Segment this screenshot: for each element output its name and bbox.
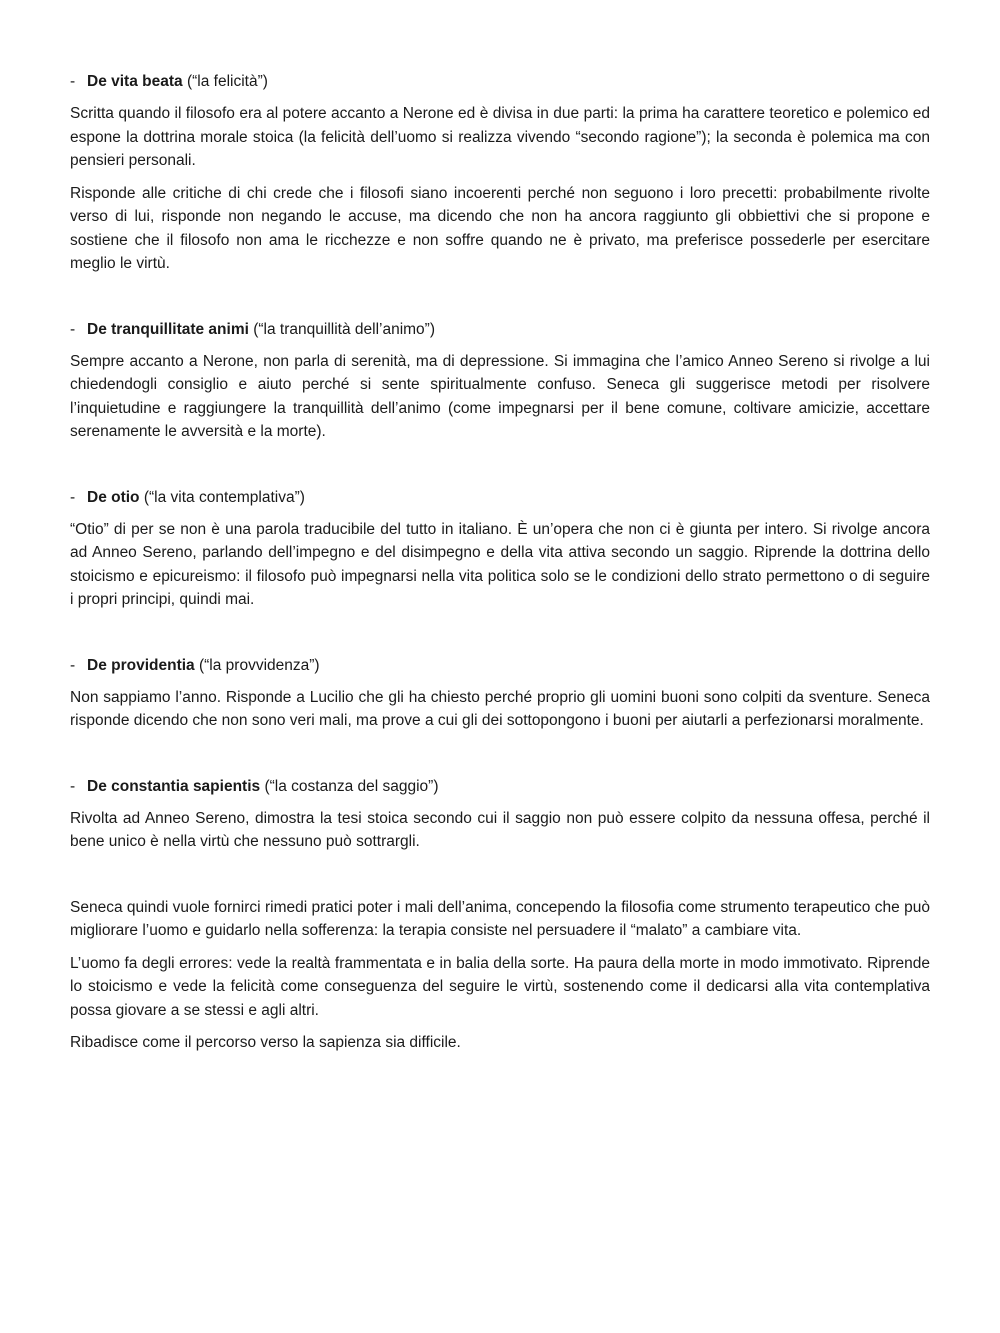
bullet-dash: - (70, 777, 76, 795)
section-title: De otio (87, 488, 140, 506)
section-heading (70, 486, 930, 509)
paragraph: Sempre accanto a Nerone, non parla di serenità, ma di depressione. Si immagina che l’amico Anneo Sereno si rivolge a lui chiedendogli consiglio e aiuto perché si sente spiritualmente confuso. Seneca gli suggerisce metodi per risolvere l’inquietudine e raggiungere la tranquillità dell’animo (come impegnarsi per il bene comune, coltivare amicizie, accettare serenamente le avversità e la morte). (70, 352, 930, 440)
section-de-tranquillitate-animi (70, 318, 930, 444)
section-de-providentia (70, 654, 930, 733)
paragraph: Rivolta ad Anneo Sereno, dimostra la tesi stoica secondo cui il saggio non può essere colpito da nessuna offesa, perché il bene unico è nella virtù che nessuno può sottrargli. (70, 809, 930, 850)
section-title: De constantia sapientis (87, 777, 261, 795)
section-de-otio (70, 486, 930, 612)
section-subtitle: (“la costanza del saggio”) (264, 777, 439, 795)
section-heading (70, 654, 930, 677)
paragraph: Risponde alle critiche di chi crede che i filosofi siano incoerenti perché non seguono i loro precetti: probabilmente rivolte verso di lui, risponde non negando le accuse, ma dicendo che non ha ancora raggiunto gli obbiettivi che si propone e sostiene che il filosofo non ama le ricchezze e non soffre quando ne è privato, ma preferisce possederle per esercitare meglio le virtù. (70, 184, 930, 272)
section-title: De tranquillitate animi (87, 320, 249, 338)
closing-section (70, 896, 930, 1055)
bullet-dash: - (70, 73, 76, 90)
section-subtitle: (“la felicità”) (186, 73, 268, 90)
paragraph: L’uomo fa degli errores: vede la realtà frammentata e in balia della sorte. Ha paura della morte in modo immotivato. Riprende lo stoicismo e vede la felicità come conseguenza del seguire le virtù, sostenendo come il dedicarsi alla vita contemplativa possa giovare a se stessi e agli altri. (70, 954, 930, 1019)
bullet-dash: - (70, 656, 76, 674)
spacer (70, 621, 930, 654)
section-subtitle: (“la provvidenza”) (198, 656, 320, 674)
section-de-vita-beata (70, 70, 930, 276)
spacer (70, 863, 930, 896)
section-title: De vita beata (87, 73, 183, 90)
paragraph: Scritta quando il filosofo era al potere accanto a Nerone ed è divisa in due parti: la prima ha carattere teoretico e polemico ed espone la dottrina morale stoica (la felicità dell’uomo si realizza vivendo “secondo ragione”); la seconda è polemica ma con pensieri personali. (70, 105, 930, 169)
section-subtitle: (“la vita contemplativa”) (143, 488, 305, 506)
section-title: De providentia (87, 656, 195, 674)
paragraph: “Otio” di per se non è una parola traducibile del tutto in italiano. È un’opera che non ci è giunta per intero. Si rivolge ancora ad Anneo Sereno, parlando dell’impegno e del disimpegno e della vita attiva secondo un saggio. Riprende la dottrina dello stoicismo e epicureismo: il filosofo può impegnarsi nella vita politica solo se le condizioni dello strato permettono o di seguire i propri principi, quindi mai. (70, 520, 930, 608)
spacer (70, 742, 930, 775)
section-heading (70, 775, 930, 798)
bullet-dash: - (70, 320, 76, 338)
spacer (70, 453, 930, 486)
section-de-constantia-sapientis (70, 775, 930, 854)
document-page (70, 70, 930, 1064)
section-heading (70, 70, 930, 93)
paragraph: Seneca quindi vuole fornirci rimedi pratici poter i mali dell’anima, concependo la filosofia come strumento terapeutico che può migliorare l’uomo e guidarlo nella sofferenza: la terapia consiste nel persuadere il “malato” a cambiare vita. (70, 898, 930, 939)
section-subtitle: (“la tranquillità dell’animo”) (253, 320, 435, 338)
paragraph: Ribadisce come il percorso verso la sapienza sia difficile. (70, 1034, 461, 1051)
bullet-dash: - (70, 488, 76, 506)
section-heading (70, 318, 930, 341)
spacer (70, 285, 930, 318)
paragraph: Non sappiamo l’anno. Risponde a Lucilio che gli ha chiesto perché proprio gli uomini buoni sono colpiti da sventure. Seneca risponde dicendo che non sono veri mali, ma prove a cui gli dei sottopongono i buoni per aiutarli a perfezionarsi moralmente. (70, 688, 930, 729)
